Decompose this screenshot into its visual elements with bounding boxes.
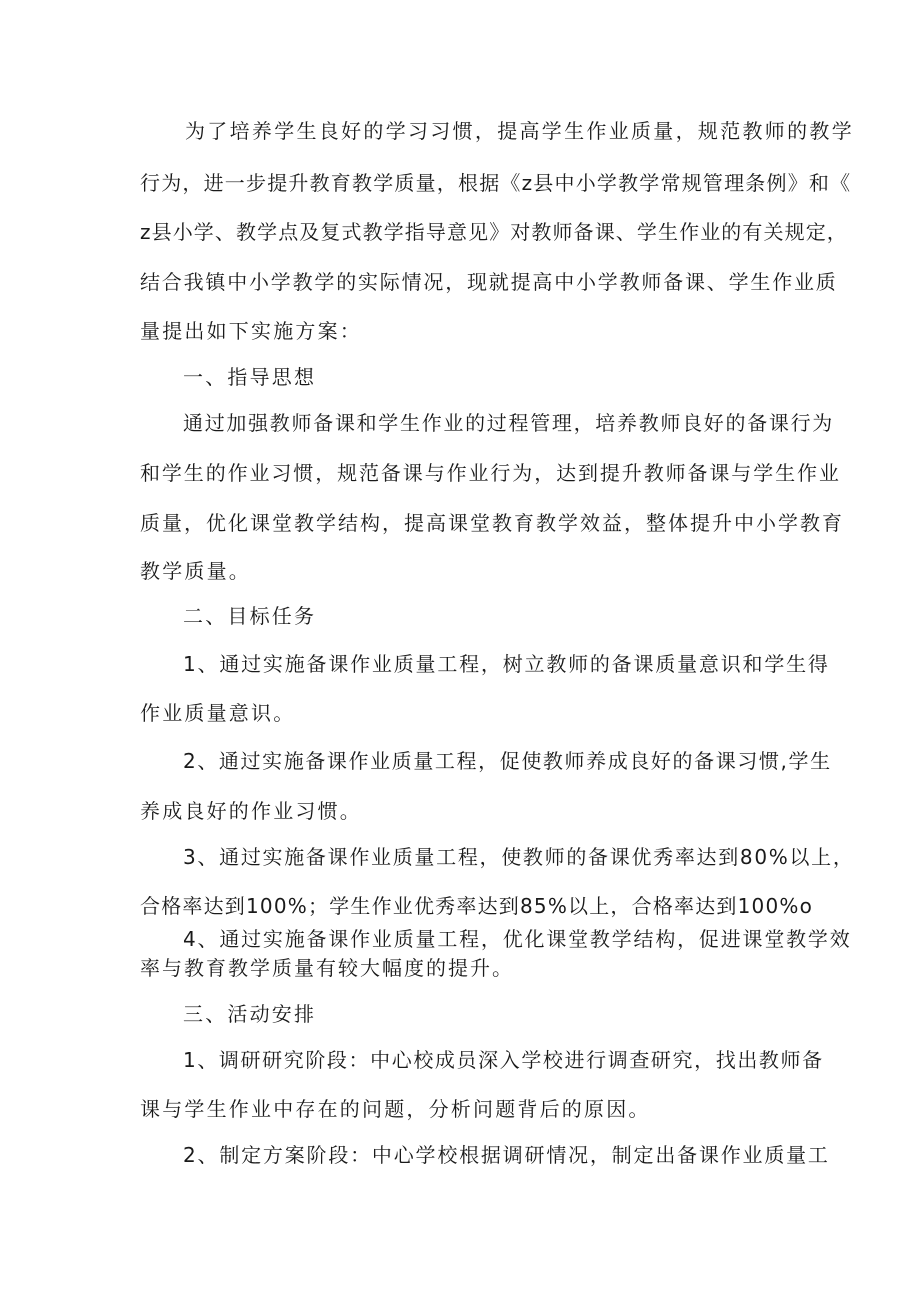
- goal-3-line-2: 合格率达到100%；学生作业优秀率达到85%以上，合格率达到100%o: [140, 894, 814, 918]
- section-heading-guiding-ideology: 一、指导思想: [183, 365, 317, 389]
- goal-3-line-1: 3、通过实施备课作业质量工程，使教师的备课优秀率达到80%以上，: [183, 845, 855, 869]
- intro-paragraph-line-2: 行为，进一步提升教育教学质量，根据《z县中小学教学常规管理条例》和《: [140, 171, 852, 195]
- goal-2-line-1: 2、通过实施备课作业质量工程，促使教师养成良好的备课习惯,学生: [183, 749, 832, 773]
- ideology-paragraph-line-2: 和学生的作业习惯，规范备课与作业行为，达到提升教师备课与学生作业: [140, 461, 841, 485]
- ideology-paragraph-line-4: 教学质量。: [140, 559, 251, 583]
- ideology-paragraph-line-3: 质量，优化课堂教学结构，提高课堂教育教学效益，整体提升中小学教育: [140, 511, 844, 535]
- ideology-paragraph-line-1: 通过加强教师备课和学生作业的过程管理，培养教师良好的备课行为: [183, 411, 834, 435]
- goal-4-line-2: 率与教育教学质量有较大幅度的提升。: [140, 956, 514, 980]
- activity-1-line-1: 1、调研研究阶段：中心校成员深入学校进行调查研究，找出教师备: [183, 1048, 824, 1072]
- activity-2-line-1: 2、制定方案阶段：中心学校根据调研情况，制定出备课作业质量工: [183, 1143, 830, 1167]
- intro-paragraph-line-4: 结合我镇中小学教学的实际情况，现就提高中小学教师备课、学生作业质: [140, 270, 838, 294]
- section-heading-goals: 二、目标任务: [183, 604, 317, 628]
- section-heading-activities: 三、活动安排: [183, 1002, 317, 1026]
- goal-4-line-1: 4、通过实施备课作业质量工程，优化课堂教学结构，促进课堂教学效: [183, 927, 852, 951]
- intro-paragraph-line-5: 量提出如下实施方案：: [140, 319, 362, 343]
- goal-1-line-2: 作业质量意识。: [140, 701, 296, 725]
- goal-1-line-1: 1、通过实施备课作业质量工程，树立教师的备课质量意识和学生得: [183, 652, 830, 676]
- intro-paragraph-line-3: z县小学、教学点及复式教学指导意见》对教师备课、学生作业的有关规定，: [140, 220, 848, 244]
- intro-paragraph-line-1: 为了培养学生良好的学习习惯，提高学生作业质量，规范教师的教学: [185, 119, 854, 143]
- goal-2-line-2: 养成良好的作业习惯。: [140, 799, 362, 823]
- activity-1-line-2: 课与学生作业中存在的问题，分析问题背后的原因。: [140, 1097, 651, 1121]
